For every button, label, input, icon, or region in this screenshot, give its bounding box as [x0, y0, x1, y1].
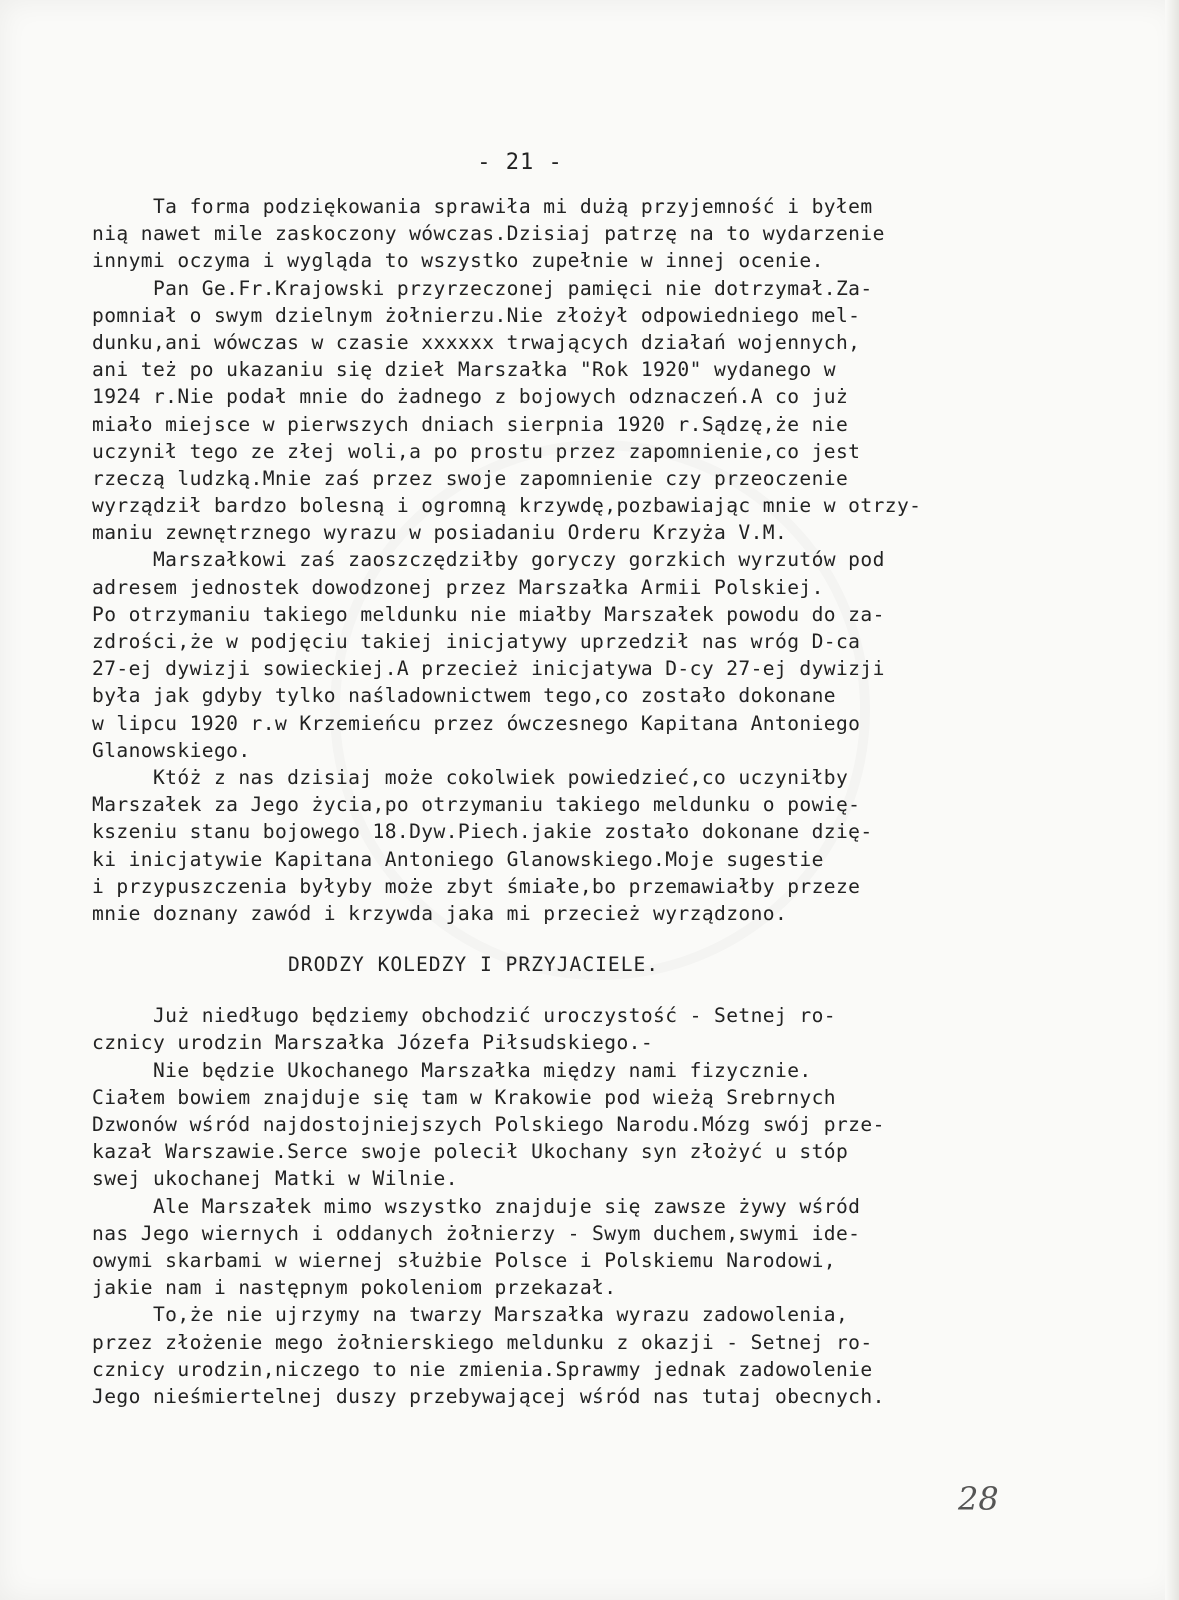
text-line: była jak gdyby tylko naśladownictwem tego,co zostało dokonane [92, 684, 836, 708]
handwritten-page-number: 28 [958, 1480, 999, 1518]
spacer [92, 927, 1162, 951]
page-edge [1165, 0, 1179, 1600]
text-line: Ale Marszałek mimo wszystko znajduje się zawsze żywy wśród [92, 1194, 861, 1218]
text-line: adresem jednostek dowodzonej przez Marszałka Armii Polskiej. [92, 575, 824, 599]
text-line: swej ukochanej Matki w Wilnie. [92, 1167, 458, 1191]
text-line: jakie nam i następnym pokoleniom przekazał. [92, 1276, 617, 1300]
text-line: 1924 r.Nie podał mnie do żadnego z bojowych odznaczeń.A co już [92, 385, 849, 409]
spacer [92, 978, 1162, 1002]
section-heading: DRODZY KOLEDZY I PRZYJACIELE. [288, 953, 660, 977]
text-line: pomniał o swym dzielnym żołnierzu.Nie złożył odpowiedniego mel- [92, 303, 861, 327]
text-line: w lipcu 1920 r.w Krzemieńcu przez ówczesnego Kapitana Antoniego [92, 711, 861, 735]
text-line: ki inicjatywie Kapitana Antoniego Glanowskiego.Moje sugestie [92, 847, 824, 871]
text-line: cznicy urodzin Marszałka Józefa Piłsudskiego.- [92, 1031, 654, 1055]
typewritten-text [92, 193, 1162, 1410]
text-line: uczynił tego ze złej woli,a po prostu przez zapomnienie,co jest [92, 439, 861, 463]
text-line: maniu zewnętrznego wyrazu w posiadaniu Orderu Krzyża V.M. [92, 521, 788, 545]
text-line: i przypuszczenia byłyby może zbyt śmiałe,bo przemawiałby przeze [92, 874, 861, 898]
text-line: przez złożenie mego żołnierskiego meldunku z okazji - Setnej ro- [92, 1330, 873, 1354]
text-line: dunku,ani wówczas w czasie xxxxxx trwających działań wojennych, [92, 330, 861, 354]
text-line: mnie doznany zawód i krzywda jaka mi przecież wyrządzono. [92, 901, 788, 925]
text-line: Już niedługo będziemy obchodzić uroczystość - Setnej ro- [92, 1004, 836, 1028]
text-line: cznicy urodzin,niczego to nie zmienia.Sprawmy jednak zadowolenie [92, 1357, 873, 1381]
text-line: Pan Ge.Fr.Krajowski przyrzeczonej pamięci nie dotrzymał.Za- [92, 276, 873, 300]
text-line: zdrości,że w podjęciu takiej inicjatywy uprzedził nas wróg D-ca [92, 630, 861, 653]
paragraph-block-1 [92, 193, 1162, 927]
text-line: kazał Warszawie.Serce swoje polecił Ukochany syn złożyć u stóp [92, 1140, 849, 1164]
text-line: nią nawet mile zaskoczony wówczas.Dzisiaj patrzę na to wydarzenie [92, 222, 885, 246]
text-line: kszeniu stanu bojowego 18.Dyw.Piech.jakie zostało dokonane dzię- [92, 820, 873, 844]
text-line: Ciałem bowiem znajduje się tam w Krakowie pod wieżą Srebrnych [92, 1085, 836, 1109]
text-line: Nie będzie Ukochanego Marszałka między nami fizycznie. [92, 1058, 812, 1082]
text-line: Marszałek za Jego życia,po otrzymaniu takiego meldunku o powię- [92, 793, 861, 817]
text-line: innymi oczyma i wygląda to wszystko zupełnie w innej ocenie. [92, 249, 824, 273]
text-line: nas Jego wiernych i oddanych żołnierzy - Swym duchem,swymi ide- [92, 1221, 861, 1245]
paragraph-block-2 [92, 1002, 1162, 1410]
text-line: 27-ej dywizji sowieckiej.A przecież inicjatywa D-cy 27-ej dywizji [92, 657, 885, 681]
text-line: miało miejsce w pierwszych dniach sierpnia 1920 r.Sądzę,że nie [92, 412, 849, 436]
text-line: owymi skarbami w wiernej służbie Polsce i Polskiemu Narodowi, [92, 1248, 836, 1272]
text-line: Jego nieśmiertelnej duszy przebywającej wśród nas tutaj obecnych. [92, 1384, 885, 1408]
text-line: ani też po ukazaniu się dzieł Marszałka "Rok 1920" wydanego w [92, 358, 836, 382]
text-line: rzeczą ludzką.Mnie zaś przez swoje zapomnienie czy przeoczenie [92, 466, 849, 490]
text-line: Glanowskiego. [92, 738, 251, 762]
text-line: To,że nie ujrzymy na twarzy Marszałka wyrazu zadowolenia, [92, 1303, 849, 1327]
text-line: Dzwonów wśród najdostojniejszych Polskiego Narodu.Mózg swój prze- [92, 1113, 885, 1136]
text-line: wyrządził bardzo bolesną i ogromną krzywdę,pozbawiając mnie w otrzy- [92, 494, 922, 518]
text-line: Ta forma podziękowania sprawiła mi dużą przyjemność i byłem [92, 195, 873, 218]
text-line: Marszałkowi zaś zaoszczędziłby goryczy gorzkich wyrzutów pod [92, 548, 885, 572]
text-line: Po otrzymaniu takiego meldunku nie miałby Marszałek powodu do za- [92, 602, 885, 626]
page-number: - 21 - [477, 150, 563, 175]
text-line: Któż z nas dzisiaj może cokolwiek powiedzieć,co uczyniłby [92, 765, 849, 789]
